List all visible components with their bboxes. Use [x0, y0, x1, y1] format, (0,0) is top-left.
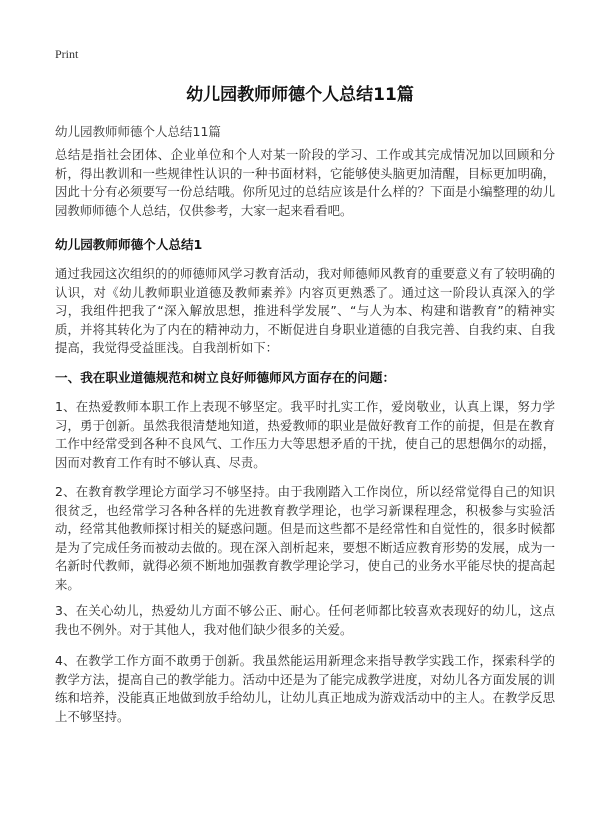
list-item: 3、在关心幼儿，热爱幼儿方面不够公正、耐心。任何老师都比较喜欢表现好的幼儿，这点我也不例外。对于其他人，我对他们缺少很多的关爱。	[55, 603, 555, 637]
section-heading: 幼儿园教师师德个人总结1	[55, 237, 203, 252]
intro-paragraph: 总结是指社会团体、企业单位和个人对某一阶段的学习、工作或其完成情况加以回顾和分析，得出教训和一些规律性认识的一种书面材料，它能够使头脑更加清醒，目标更加明确，因此十分有必须要写一份总结哦。你所见过的总结应该是什么样的？下面是小编整理的幼儿园教师师德个人总结，仅供参考，大家一起来看看吧。	[55, 147, 555, 218]
list-item: 2、在教育教学理论方面学习不够坚持。由于我刚踏入工作岗位，所以经常觉得自己的知识很贫乏，也经常学习各种各样的先进教育教学理论，也学习新课程理念，积极参与实验活动，经常其他教师探讨相关的疑惑问题。但是而这些都不是经常性和自觉性的，很多时候都是为了完成任务而被动去做的。现在深入剖析起来，要想不断适应教育形势的发展，成为一名新时代教师，就得必须不断地加强教育教学理论学习，使自己的业务水平能尽快的提高起来。	[55, 484, 555, 592]
list-item: 4、在教学工作方面不敢勇于创新。我虽然能运用新理念来指导教学实践工作，探索科学的教学方法，提高自己的教学能力。活动中还是为了能完成教学进度，对幼儿各方面发展的训练和培养，没能真正地做到放手给幼儿，让幼儿真正地成为游戏活动中的主人。在教学反思上不够坚持。	[55, 653, 555, 724]
page-title: 幼儿园教师师德个人总结11篇	[186, 85, 414, 105]
section-paragraph: 通过我园这次组织的的师德师风学习教育活动，我对师德师风教育的重要意义有了较明确的认识，对《幼儿教师职业道德及教师素养》内容页更熟悉了。通过这一阶段认真深入的学习，我组件把我了“深入解放思想，推进科学发展”、“与人为本、构建和谐教育”的精神实质，并将其转化为了内在的精神动力，不断促进自身职业道德的自我完善、自我约束、自我提高，我觉得受益匪浅。自我剖析如下：	[55, 266, 555, 356]
problem-heading: 一、我在职业道德规范和树立良好师德师风方面存在的问题：	[55, 370, 396, 385]
list-item: 1、在热爱教师本职工作上表现不够坚定。我平时扎实工作，爱岗敬业，认真上课，努力学习，勇于创新。虽然我很清楚地知道，热爱教师的职业是做好教育工作的前提，但是在教育工作中经常受到各种不良风气、工作压力大等思想矛盾的干扰，使自己的思想偶尔的动摇，因而对教育工作有时不够认真、尽责。	[55, 399, 555, 470]
page-subtitle: 幼儿园教师师德个人总结11篇	[55, 124, 221, 139]
print-link[interactable]: Print	[55, 47, 79, 61]
